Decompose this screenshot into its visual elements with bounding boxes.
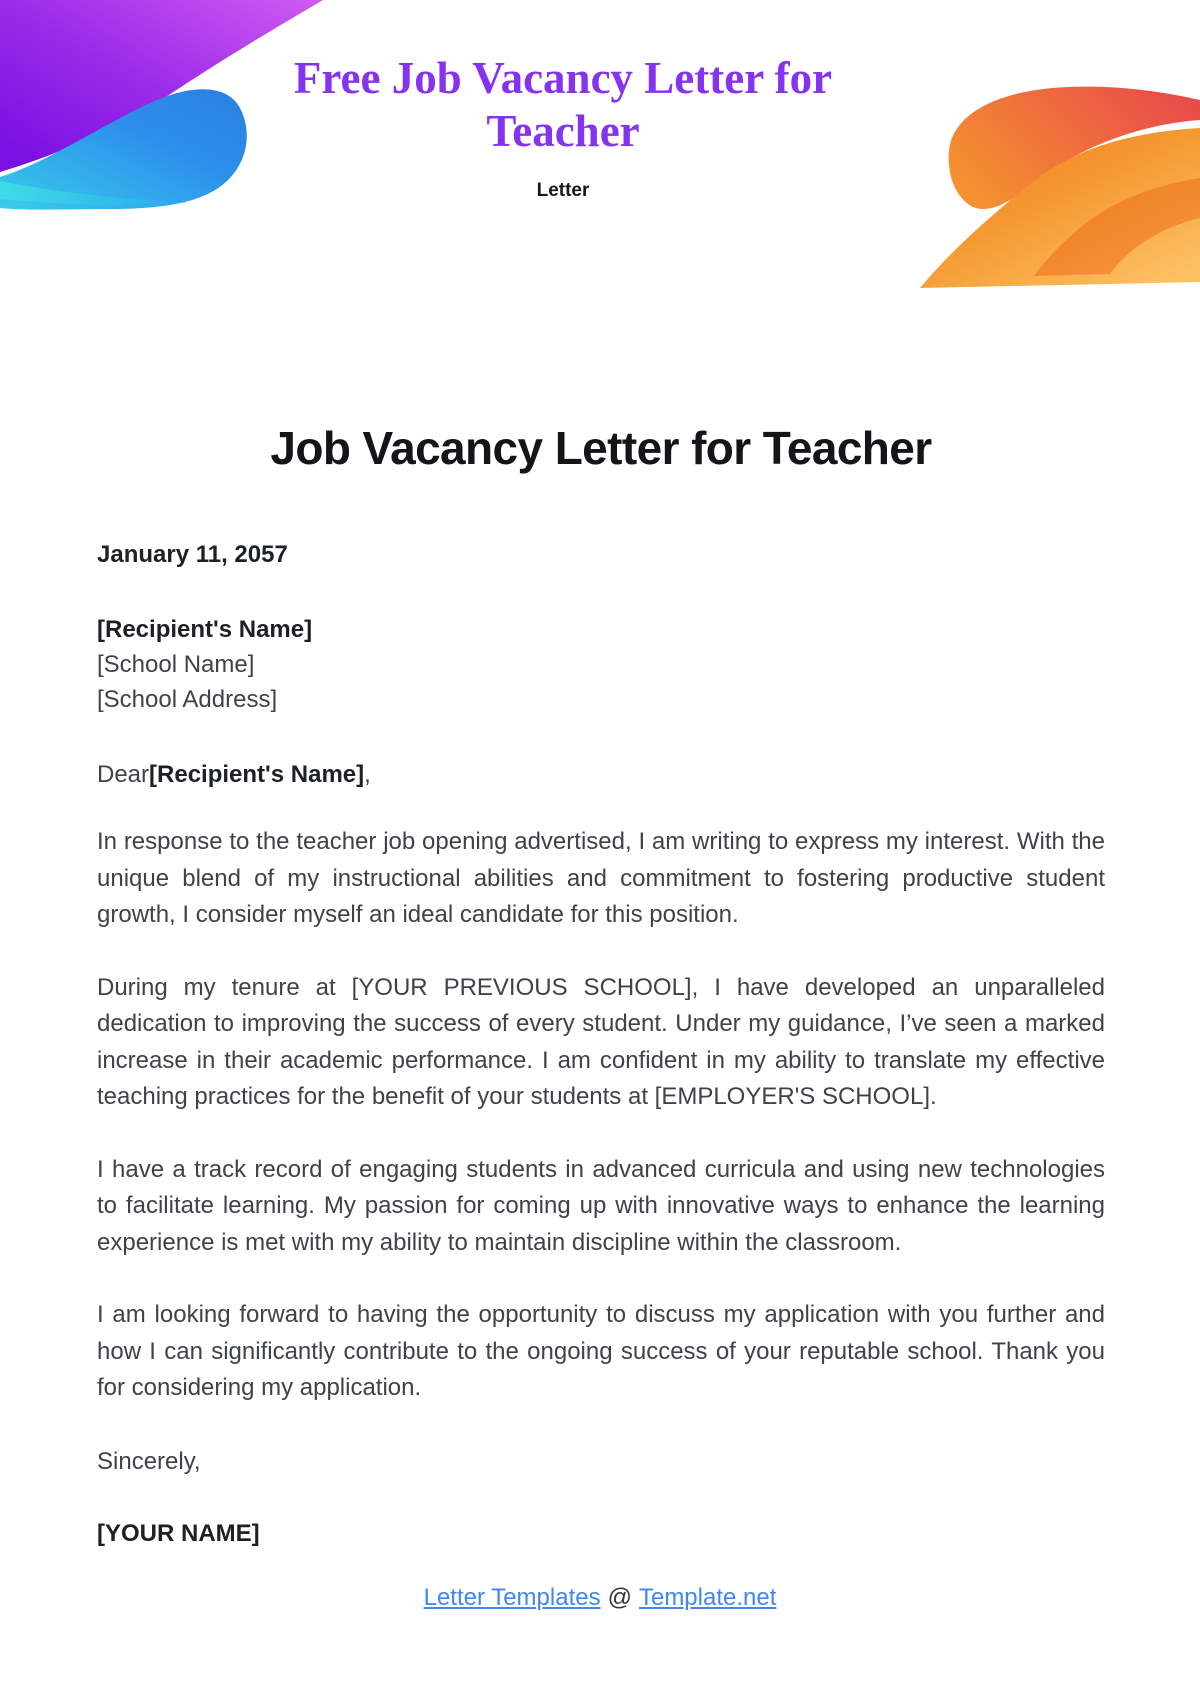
page-footer — [0, 1580, 1200, 1616]
salutation-prefix: Dear — [97, 761, 150, 788]
salutation — [97, 756, 1105, 793]
recipient-block — [97, 612, 1105, 717]
salutation-name: [Recipient's Name] — [149, 761, 365, 788]
template-net-link[interactable]: Template.net — [638, 1583, 777, 1611]
recipient-school-address: [School Address] — [97, 686, 278, 713]
signature-name: [YOUR NAME] — [97, 1520, 260, 1547]
template-title: Free Job Vacancy Letter for Teacher — [293, 53, 833, 156]
footer-separator: @ — [607, 1583, 632, 1611]
letter-heading: Job Vacancy Letter for Teacher — [270, 422, 932, 474]
letter-date: January 11, 2057 — [97, 541, 288, 568]
letter-paragraph-2: During my tenure at [YOUR PREVIOUS SCHOOL], I have developed an unparalleled dedication to improving the success of every student. Under my guidance, I’ve seen a marked increase in their academic performance. I am confident in my ability to translate my effective teaching practices for the benefit of your students at [EMPLOYER'S SCHOOL]. — [97, 973, 1105, 1110]
salutation-suffix: , — [364, 761, 371, 788]
letter-body — [97, 420, 1105, 1553]
template-category-label: Letter — [536, 180, 590, 201]
letter-templates-link[interactable]: Letter Templates — [423, 1583, 601, 1611]
title-block — [213, 52, 913, 202]
letter-paragraph-4: I am looking forward to having the opportunity to discuss my application with you further and how I can significantly contribute to the ongoing success of your reputable school. Thank you for considering my application. — [97, 1301, 1105, 1401]
letter-paragraph-3: I have a track record of engaging students in advanced curricula and using new technologies to facilitate learning. My passion for coming up with innovative ways to enhance the learning experience is met with my ability to maintain discipline within the classroom. — [97, 1155, 1105, 1256]
page-header — [0, 0, 1200, 270]
closing-line: Sincerely, — [97, 1447, 201, 1475]
recipient-name: [Recipient's Name] — [97, 616, 313, 643]
recipient-school-name: [School Name] — [97, 651, 255, 678]
letter-paragraph-1: In response to the teacher job opening advertised, I am writing to express my interest. With the unique blend of my instructional abilities and commitment to fostering productive student growth, I consider myself an ideal candidate for this position. — [97, 828, 1105, 928]
